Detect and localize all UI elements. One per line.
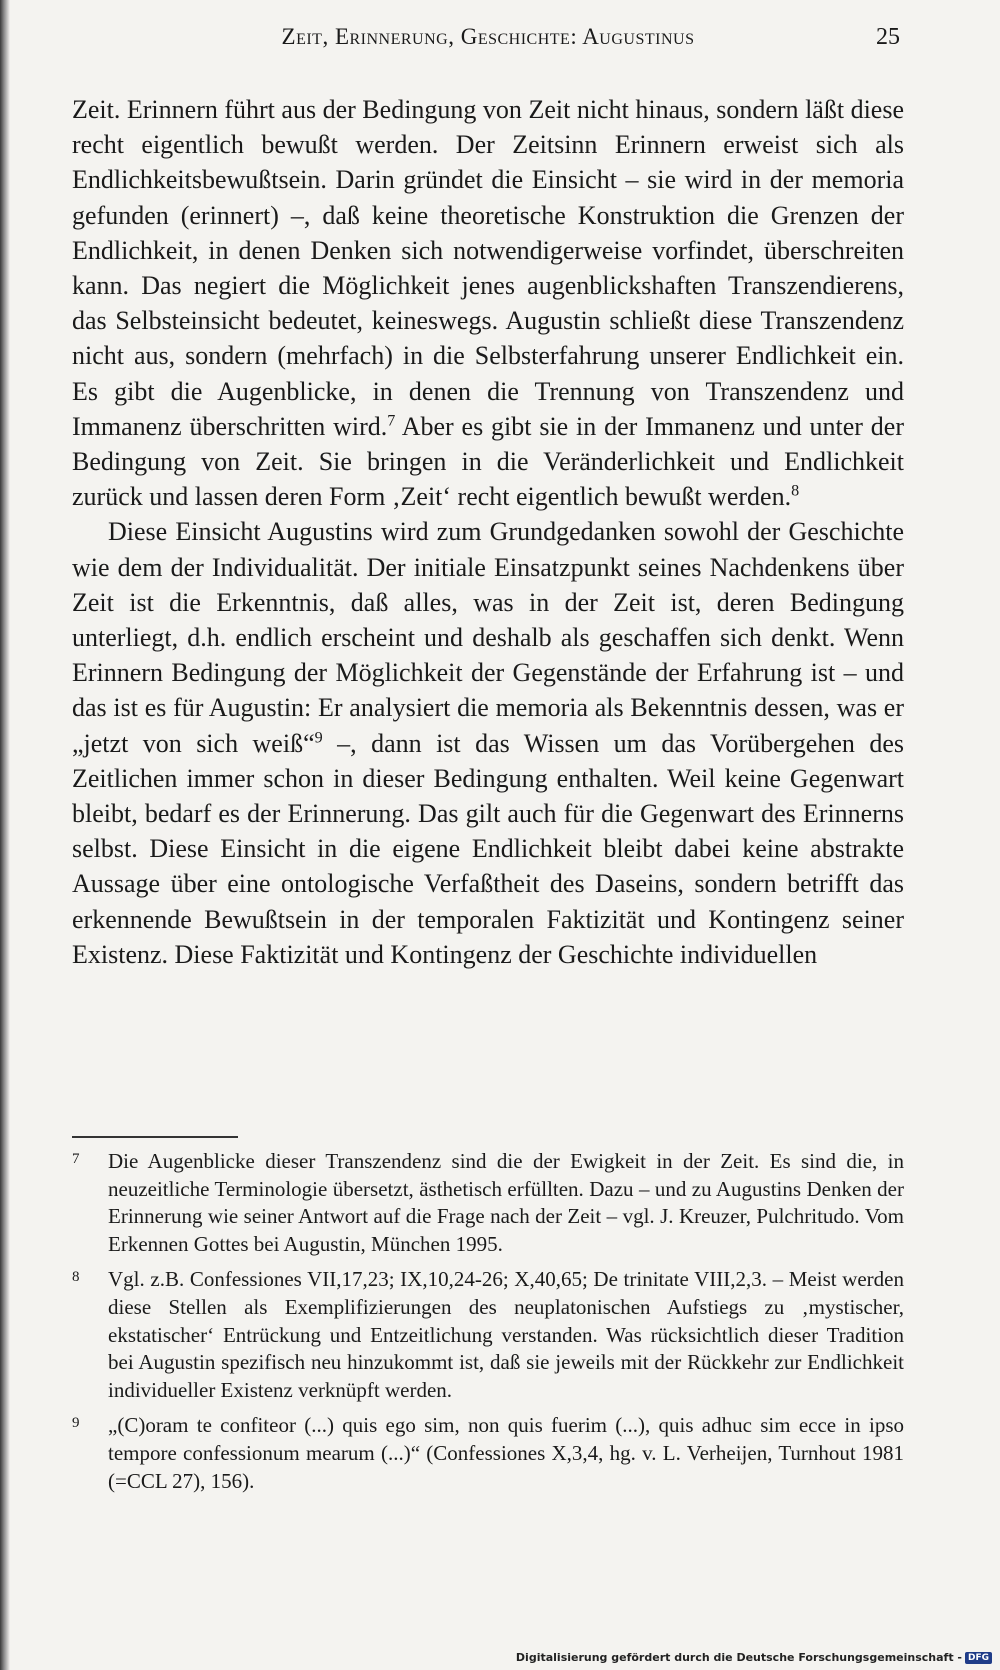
page-number: 25 <box>876 24 900 50</box>
footnote-number: 9 <box>72 1415 80 1432</box>
page-header <box>72 24 904 60</box>
footnote-ref-9: 9 <box>314 729 323 746</box>
footnote-text: Die Augenblicke dieser Transzendenz sind die der Ewigkeit in der Zeit. Es sind die, in neuzeitliche Terminologie übersetzt, ästhetisch erfüllten. Dazu – und zu Augustins Denken der Erinnerung wie seiner Antwort auf die Frage nach der Zeit – vgl. J. Kreuzer, Pulchritudo. Vom Erkennen Gottes bei Augustin, München 1995. <box>108 1149 904 1256</box>
paragraph-1-part-a: Zeit. Erinnern führt aus der Bedingung von Zeit nicht hinaus, sondern läßt diese recht eigentlich bewußt werden. Der Zeitsinn Erinnern erweist sich als Endlichkeitsbewußtsein. Darin gründet die Einsicht – sie wird in der memoria gefunden (erinnert) –, daß keine theoretische Konstruktion die Grenzen der Endlichkeit, in denen Denken sich notwendigerweise vorfindet, überschreiten kann. Das negiert die Möglichkeit jenes augenblickshaften Transzendierens, das Selbsteinsicht bedeutet, keineswegs. Augustin schließt diese Transzendenz nicht aus, sondern (mehrfach) in die Selbsterfahrung unserer Endlichkeit ein. Es gibt die Augenblicke, in denen die Trennung von Transzendenz und Immanenz überschritten wird. <box>72 95 904 441</box>
footnote-number: 7 <box>72 1151 80 1167</box>
footnote-text: Vgl. z.B. Confessiones VII,17,23; IX,10,24-26; X,40,65; De trinitate VIII,2,3. – Meist werden diese Stellen als Exemplifizierungen des neuplatonischen Aufstiegs zu ‚mystischer, ekstatischer‘ Entrückung und Entzeitlichung verstanden. Was rücksichtlich dieser Tradition bei Augustin spezifisch neu hinzukommt ist, daß sie jeweils mit der Rückkehr zur Endlichkeit individueller Existenz verknüpft werden. <box>108 1267 904 1402</box>
footnote-separator <box>72 1136 238 1138</box>
paragraph-2 <box>72 514 904 972</box>
paragraph-1-part-b: Aber es gibt sie in der Immanenz und unter der Bedingung von Zeit. Sie bringen in die Veränderlichkeit und Endlichkeit zurück und lassen deren Form ‚Zeit‘ recht eigentlich bewußt werden. <box>72 411 904 512</box>
digitization-credit <box>516 1651 992 1664</box>
dfg-logo: DFG <box>965 1652 992 1664</box>
running-title: Zeit, Erinnerung, Geschichte: Augustinus <box>281 24 695 49</box>
paragraph-2-part-b: –, dann ist das Wissen um das Vorübergehen des Zeitlichen immer schon in dieser Bedingung enthalten. Weil keine Gegenwart bleibt, bedarf es der Erinnerung. Das gilt auch für die Gegenwart des Erinnerns selbst. Diese Einsicht in die eigene Endlichkeit bleibt dabei keine abstrakte Aussage über eine ontologische Verfaßtheit des Daseins, sondern betrifft das erkennende Bewußtsein in der temporalen Faktizität und Kontingenz seiner Existenz. Diese Faktizität und Kontingenz der Geschichte individuellen <box>72 728 904 969</box>
footnote-ref-7: 7 <box>387 412 396 430</box>
main-text <box>72 92 904 972</box>
footnote-text: „(C)oram te confiteor (...) quis ego sim, non quis fuerim (...), quis adhuc sim ecce in ipso tempore confessionum mearum (...)“ (Confessiones X,3,4, hg. v. L. Verheijen, Turnhout 1981 (=CCL 27), 156). <box>108 1413 904 1493</box>
paragraph-1 <box>72 92 904 514</box>
page-spine-shadow <box>0 0 10 1670</box>
footnote-7 <box>72 1148 904 1258</box>
footnote-number: 8 <box>72 1269 80 1286</box>
footnote-8 <box>72 1266 904 1404</box>
footnote-9 <box>72 1412 904 1495</box>
credit-text: Digitalisierung gefördert durch die Deutsche Forschungsgemeinschaft - <box>515 1651 962 1664</box>
footnote-ref-8: 8 <box>791 482 800 500</box>
footnotes <box>72 1148 904 1503</box>
paragraph-2-part-a: Diese Einsicht Augustins wird zum Grundgedanken sowohl der Geschichte wie dem der Individualität. Der initiale Einsatzpunkt seines Nachdenkens über Zeit ist die Erkenntnis, daß alles, was in der Zeit ist, deren Bedingung unterliegt, d.h. endlich erscheint und deshalb als geschaffen sich denkt. Wenn Erinnern Bedingung der Möglichkeit der Gegenstände der Erfahrung ist – und das ist es für Augustin: Er analysiert die memoria als Bekenntnis dessen, was er „jetzt von sich weiß“ <box>72 517 904 758</box>
